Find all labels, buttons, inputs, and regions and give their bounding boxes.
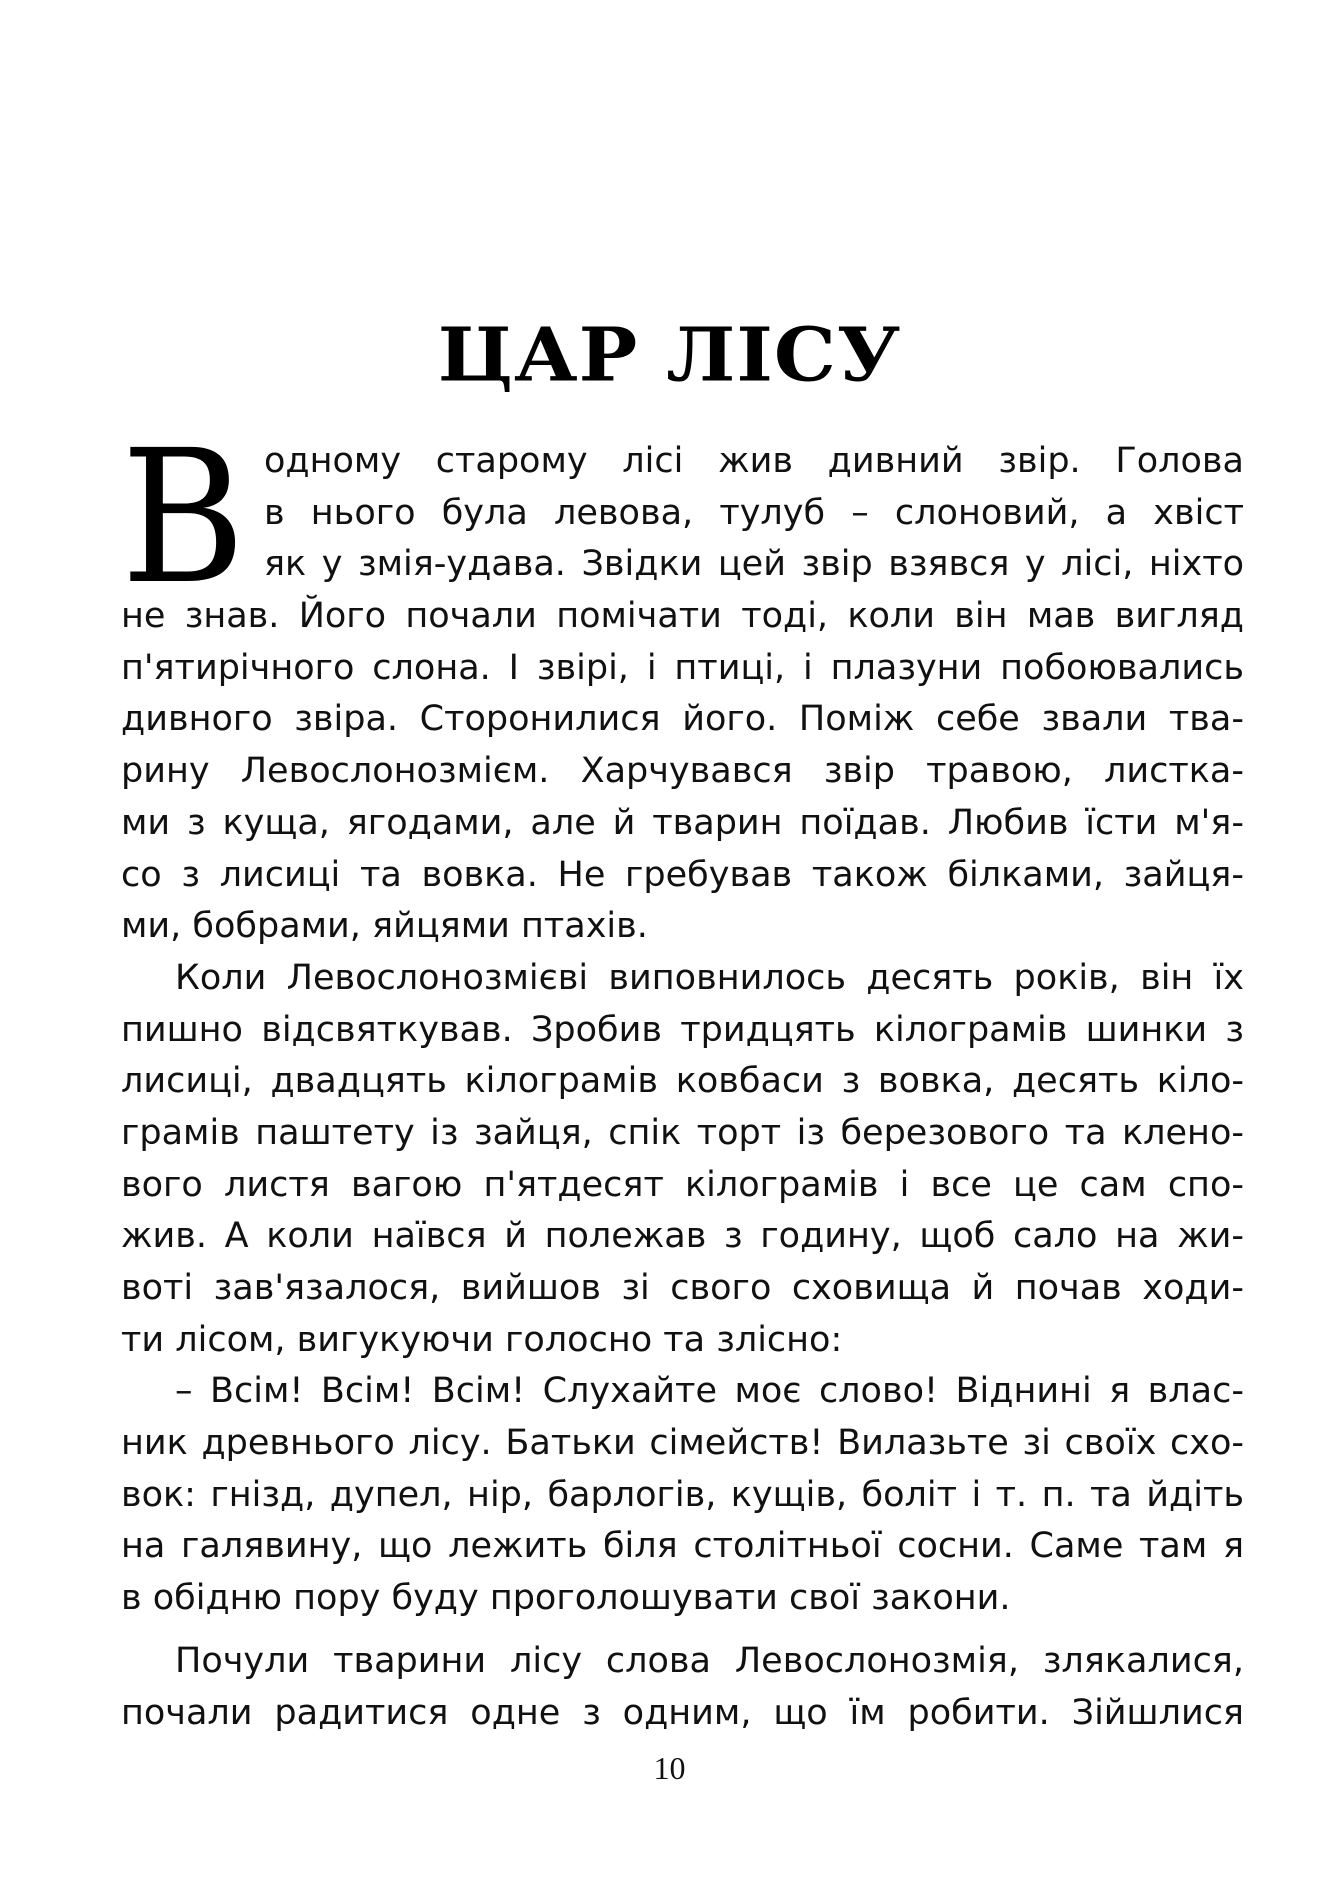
text-line: Почули тварини лісу слова Левослонозмія, злякалися, [175, 1640, 1244, 1681]
chapter-title: ЦАР ЛІСУ [437, 312, 902, 399]
paragraph-2 [121, 953, 1244, 1367]
text-line: в нього була левова, тулуб – слоновий, а хвіст [264, 492, 1244, 533]
text-line: як у змія-удава. Звідки цей звір взявся у лісі, ніхто [264, 544, 1244, 585]
text-line: воті зав'язалося, вийшов зі свого сховища й почав ходи- [121, 1268, 1244, 1308]
text-line: не знав. Його почали помічати тоді, коли він мав вигляд [121, 596, 1244, 637]
paragraph-gap [121, 1625, 1244, 1636]
text-line: ти лісом, вигукуючи голосно та злісно: [121, 1319, 843, 1360]
body-text [121, 411, 1244, 1739]
text-line: ми з куща, ягодами, але й тварин поїдав. Любив їсти м'я- [121, 802, 1244, 843]
paragraph-3 [121, 1366, 1244, 1624]
text-line: на галявину, що лежить біля столітньої сосни. Саме там я [121, 1526, 1244, 1567]
text-line: почали радитися одне з одним, що їм робити. Зійшлися [121, 1692, 1244, 1733]
paragraph-1 [121, 411, 1244, 953]
page-number: 10 [653, 1750, 686, 1786]
text-line: Коли Левослонозмієві виповнилось десять років, він їх [175, 957, 1244, 998]
drop-cap-letter: В [121, 411, 246, 625]
text-line: – Всім! Всім! Всім! Слухайте моє слово! Віднині я влас- [175, 1371, 1244, 1412]
text-line: пишно відсвяткував. Зробив тридцять кілограмів шинки з [121, 1009, 1244, 1050]
text-line: вого листя вагою п'ятдесят кілограмів і все це сам спо- [121, 1164, 1244, 1205]
text-line: вок: гнізд, дупел, нір, барлогів, кущів, боліт і т. п. та йдіть [121, 1474, 1244, 1515]
text-line: ник древнього лісу. Батьки сімейств! Вилазьте зі своїх схо- [121, 1423, 1244, 1464]
text-line: ми, бобрами, яйцями птахів. [121, 906, 648, 947]
paragraph-4 [121, 1636, 1244, 1739]
text-line: жив. А коли наївся й полежав з годину, щоб сало на жи- [121, 1216, 1244, 1257]
text-line: рину Левослонозмієм. Харчувався звір травою, листка- [121, 751, 1244, 792]
text-line: грамів паштету із зайця, спік торт із березового та клено- [121, 1112, 1244, 1153]
text-line: одному старому лісі жив дивний звір. Голова [264, 441, 1244, 481]
text-line: со з лисиці та вовка. Не гребував також білками, зайця- [121, 854, 1244, 895]
text-line: дивного звіра. Сторонилися його. Поміж себе звали тва- [121, 699, 1244, 740]
text-line: п'ятирічного слона. І звірі, і птиці, і плазуни побоювались [121, 647, 1244, 688]
text-line: в обідню пору буду проголошувати свої закони. [121, 1578, 1011, 1619]
text-line: лисиці, двадцять кілограмів ковбаси з вовка, десять кіло- [121, 1061, 1244, 1102]
